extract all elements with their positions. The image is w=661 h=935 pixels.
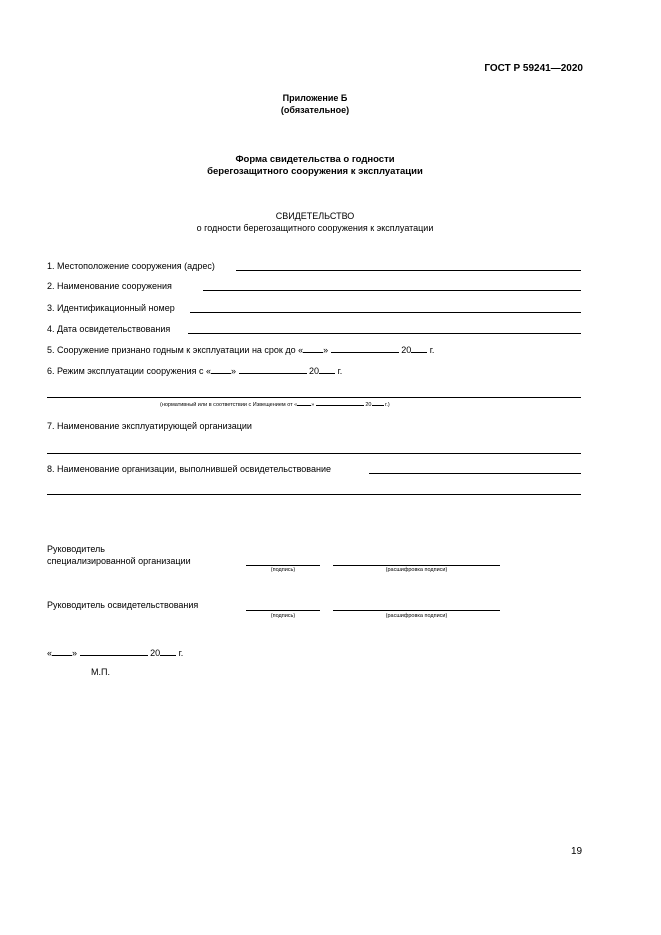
note-year-prefix: 20 <box>365 402 372 408</box>
footer-date-open: « <box>47 648 53 658</box>
note-month[interactable] <box>316 405 364 406</box>
field-validity-day[interactable] <box>303 352 323 353</box>
field-operation-mode-label <box>47 366 342 377</box>
footer-date-month[interactable] <box>80 655 148 656</box>
field-id-number-line[interactable] <box>190 312 581 313</box>
note-prefix: (нормативный или в соответствии с Извещением от « <box>160 402 298 408</box>
note-year[interactable] <box>372 405 384 406</box>
footer-date <box>47 648 183 659</box>
field-validity-month[interactable] <box>331 352 399 353</box>
note-quote: » <box>311 402 315 408</box>
form-title-line1: Форма свидетельства о годности <box>235 154 395 165</box>
appendix-status: (обязательное) <box>280 105 350 115</box>
field-validity-quote: » <box>323 345 329 355</box>
field-validity-year[interactable] <box>411 352 427 353</box>
note-day[interactable] <box>297 405 311 406</box>
field-location-label: 1. Местоположение сооружения (адрес) <box>47 261 215 271</box>
field-structure-name-label: 2. Наименование сооружения <box>47 281 172 291</box>
footer-date-suffix: г. <box>178 648 184 658</box>
head-inspection-decoding-line[interactable] <box>333 610 500 611</box>
field-validity-label <box>47 345 434 356</box>
field-validity-year-prefix: 20 <box>401 345 412 355</box>
head-specialized-decoding-line[interactable] <box>333 565 500 566</box>
field-inspector-org-line[interactable] <box>369 473 581 474</box>
footer-date-year[interactable] <box>160 655 176 656</box>
field-validity-suffix: г. <box>429 345 435 355</box>
field-operation-mode-note <box>160 402 390 409</box>
standard-number: ГОСТ Р 59241—2020 <box>484 63 583 74</box>
appendix-title: Приложение Б <box>282 93 348 103</box>
head-specialized-signature-caption: (подпись) <box>270 567 296 573</box>
field-inspector-org-line-2[interactable] <box>47 494 581 495</box>
head-inspection-signature-line[interactable] <box>246 610 320 611</box>
head-specialized-decoding-caption: (расшифровка подписи) <box>385 567 448 573</box>
field-id-number-label: 3. Идентификационный номер <box>47 303 175 313</box>
field-inspection-date-label: 4. Дата освидетельствования <box>47 324 171 334</box>
field-inspector-org-label: 8. Наименование организации, выполнившей освидетельствование <box>47 464 331 474</box>
footer-date-day[interactable] <box>52 655 72 656</box>
field-operation-mode-month[interactable] <box>239 373 307 374</box>
stamp-placeholder: М.П. <box>91 667 110 677</box>
field-operation-mode-year-prefix: 20 <box>309 366 320 376</box>
head-specialized-signature-line[interactable] <box>246 565 320 566</box>
head-inspection-signature-caption: (подпись) <box>270 613 296 619</box>
head-inspection-decoding-caption: (расшифровка подписи) <box>385 613 448 619</box>
field-location-line[interactable] <box>236 270 581 271</box>
field-operation-mode-year[interactable] <box>319 373 335 374</box>
head-specialized-label-line1: Руководитель <box>47 544 105 554</box>
page-number: 19 <box>571 846 583 857</box>
field-structure-name-line[interactable] <box>203 290 581 291</box>
head-specialized-label-line2: специализированной организации <box>47 556 191 566</box>
form-title-line2: берегозащитного сооружения к эксплуатации <box>207 166 423 177</box>
field-operation-mode-suffix: г. <box>337 366 343 376</box>
certificate-heading: СВИДЕТЕЛЬСТВО <box>275 211 355 221</box>
field-operator-label: 7. Наименование эксплуатирующей организации <box>47 421 252 431</box>
field-operation-mode-quote: » <box>230 366 236 376</box>
head-inspection-label: Руководитель освидетельствования <box>47 600 199 610</box>
field-operation-mode-prefix: 6. Режим эксплуатации сооружения с « <box>47 366 211 376</box>
footer-date-close: » <box>72 648 78 658</box>
certificate-subheading: о годности берегозащитного сооружения к эксплуатации <box>196 223 434 233</box>
field-operator-line[interactable] <box>47 453 581 454</box>
field-inspection-date-line[interactable] <box>188 333 581 334</box>
field-operation-mode-day[interactable] <box>211 373 231 374</box>
field-validity-prefix: 5. Сооружение признано годным к эксплуатации на срок до « <box>47 345 304 355</box>
field-operation-mode-line[interactable] <box>47 397 581 398</box>
footer-date-year-prefix: 20 <box>150 648 161 658</box>
note-suffix: г.) <box>385 402 390 408</box>
